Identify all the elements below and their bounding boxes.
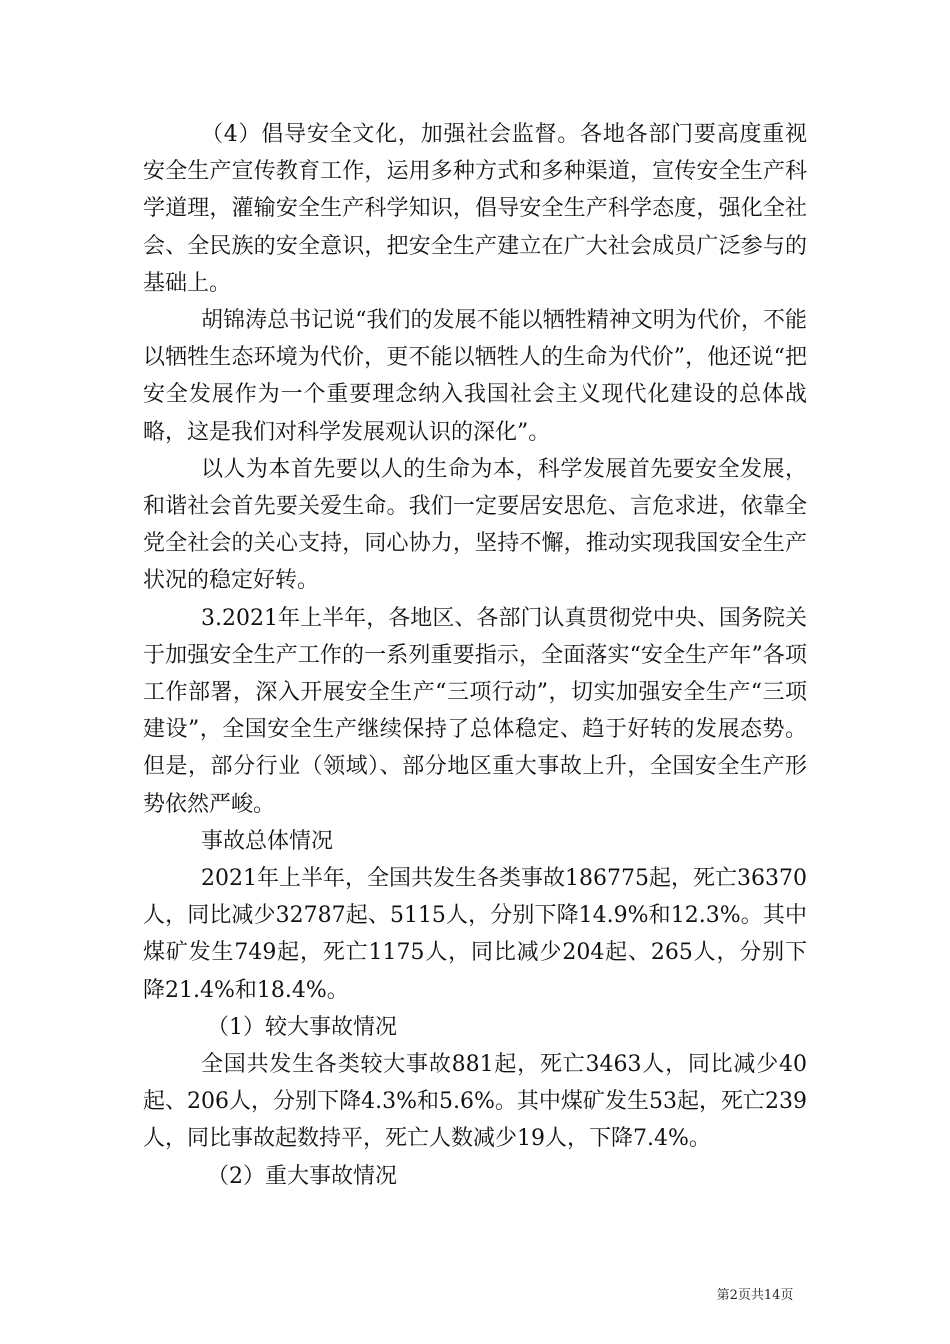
paragraph-overall-stats: 2021年上半年，全国共发生各类事故186775起，死亡36370人，同比减少32787起、5115人，分别下降14.9%和12.3%。其中煤矿发生749起，死亡1175人，同比减少204起、265人，分别下降21.4%和18.4%。 bbox=[143, 866, 807, 1003]
paragraph-major-stats: 全国共发生各类较大事故881起，死亡3463人，同比减少40起、206人，分别下降4.3%和5.6%。其中煤矿发生53起，死亡239人，同比事故起数持平，死亡人数减少19人，下降7.4%。 bbox=[143, 1052, 807, 1152]
paragraph-people-oriented: 以人为本首先要以人的生命为本，科学发展首先要安全发展，和谐社会首先要关爱生命。我们一定要居安思危、言危求进，依靠全党全社会的关心支持，同心协力，坚持不懈，推动实现我国安全生产状况的稳定好转。 bbox=[143, 456, 807, 594]
paragraph-hu-jintao-quote: 胡锦涛总书记说“我们的发展不能以牺牲精神文明为代价，不能以牺牲生态环境为代价，更不能以牺牲人的生命为代价”，他还说“把安全发展作为一个重要理念纳入我国社会主义现代化建设的总体战略，这是我们对科学发展观认识的深化”。 bbox=[143, 308, 807, 445]
heading-overall-accidents: 事故总体情况 bbox=[201, 828, 334, 854]
page-footer bbox=[0, 1284, 950, 1303]
paragraph-2021-first-half: 3.2021年上半年，各地区、各部门认真贯彻党中央、国务院关于加强安全生产工作的一系列重要指示，全面落实“安全生产年”各项工作部署，深入开展安全生产“三项行动”，切实加强安全生产“三项建设”，全国安全生产继续保持了总体稳定、趋于好转的发展态势。但是，部分行业（领域）、部分地区重大事故上升，全国安全生产形势依然严峻。 bbox=[143, 605, 807, 817]
document-body bbox=[143, 116, 807, 1195]
page-number: 第2页共14页 bbox=[716, 1288, 794, 1303]
heading-major-accidents: （1）较大事故情况 bbox=[207, 1014, 397, 1040]
heading-serious-accidents: （2）重大事故情况 bbox=[207, 1163, 397, 1189]
paragraph-safety-culture: （4）倡导安全文化，加强社会监督。各地各部门要高度重视安全生产宣传教育工作，运用多种方式和多种渠道，宣传安全生产科学道理，灌输安全生产科学知识，倡导安全生产科学态度，强化全社会、全民族的安全意识，把安全生产建立在广大社会成员广泛参与的基础上。 bbox=[143, 122, 807, 296]
